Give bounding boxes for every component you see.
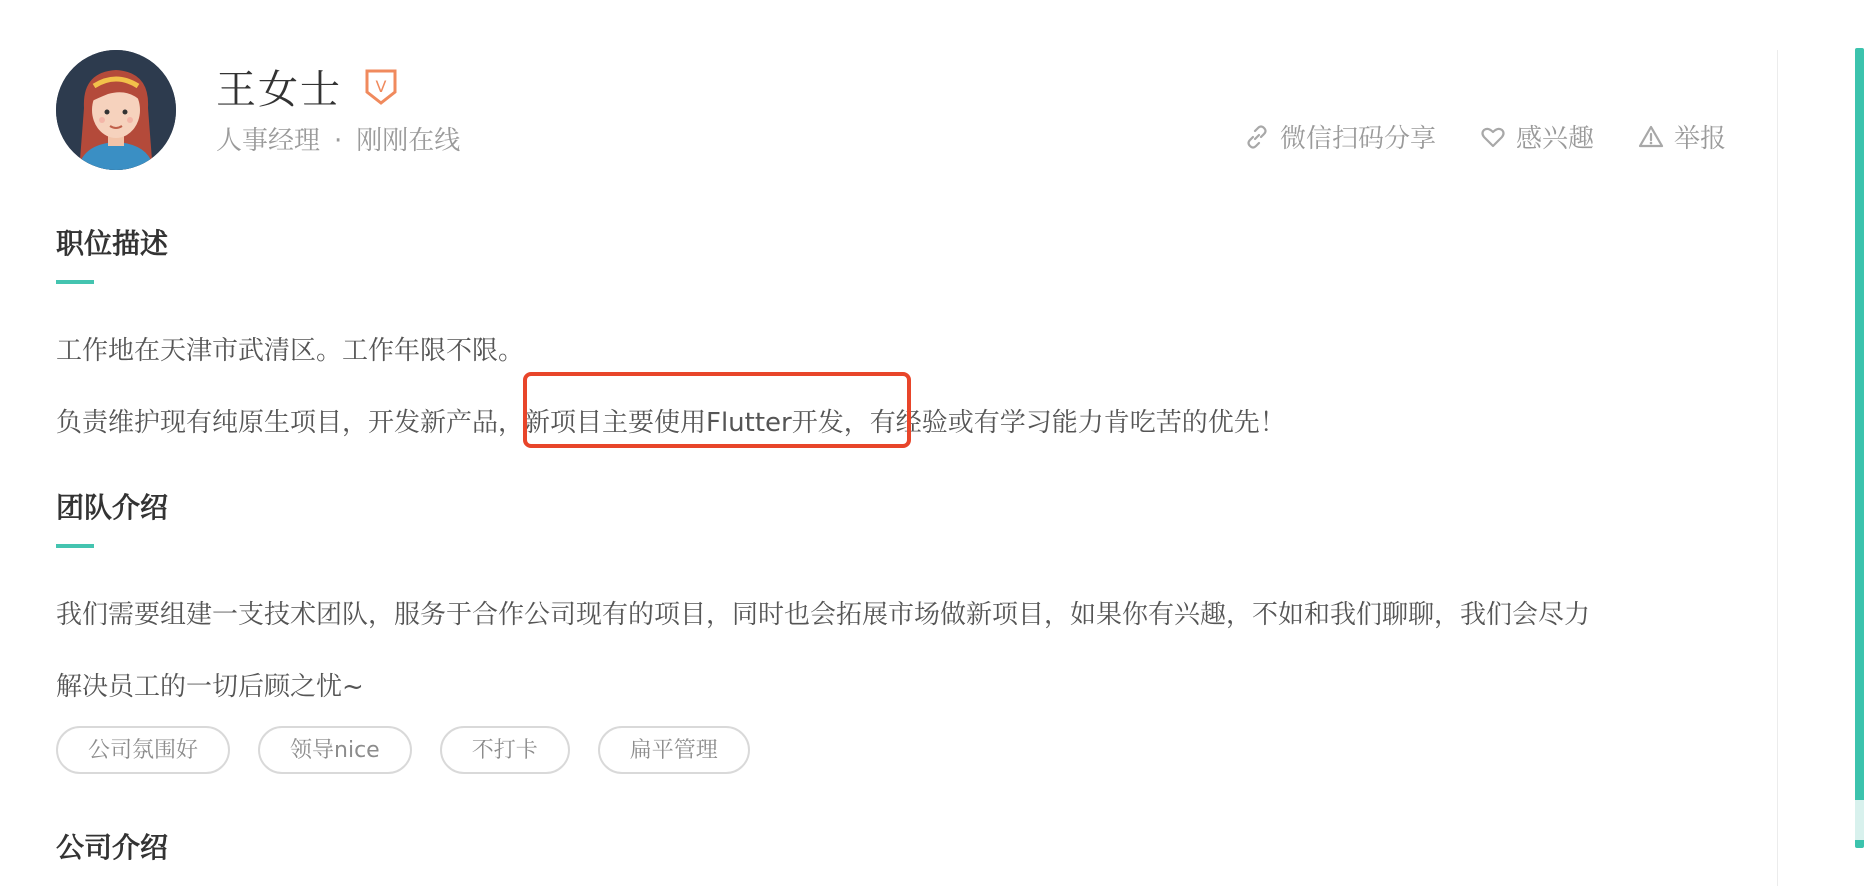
report-label: 举报 xyxy=(1673,124,1726,154)
right-edge-accent xyxy=(1855,48,1864,848)
tag: 公司氛围好 xyxy=(56,726,230,774)
share-wechat-label: 微信扫码分享 xyxy=(1279,124,1436,154)
verified-badge-icon xyxy=(364,68,398,106)
company-intro-title: 公司介绍 xyxy=(56,831,169,864)
team-intro-underline xyxy=(56,544,94,548)
column-divider xyxy=(1777,50,1778,886)
team-intro-title: 团队介绍 xyxy=(56,491,169,524)
job-description-title: 职位描述 xyxy=(56,227,169,260)
recruiter-role: 人事经理 xyxy=(216,126,321,156)
right-edge-accent-tail xyxy=(1855,800,1864,840)
verified-badge-text: V xyxy=(375,77,387,96)
share-wechat-button[interactable] xyxy=(1244,118,1436,155)
interested-button[interactable] xyxy=(1480,118,1594,155)
tag: 领导nice xyxy=(258,726,412,774)
team-tags xyxy=(56,726,778,774)
tag: 不打卡 xyxy=(440,726,570,774)
tag: 扁平管理 xyxy=(598,726,750,774)
action-bar xyxy=(1200,118,1726,155)
interested-label: 感兴趣 xyxy=(1515,124,1594,154)
online-status: 刚刚在线 xyxy=(356,126,461,156)
separator: · xyxy=(334,126,343,156)
report-button[interactable] xyxy=(1638,118,1726,155)
avatar[interactable] xyxy=(56,50,176,170)
recruiter-subline xyxy=(216,120,460,157)
link-icon xyxy=(1244,124,1270,150)
heart-icon xyxy=(1480,124,1506,150)
highlight-annotation-box xyxy=(523,372,911,448)
warning-icon xyxy=(1638,124,1664,150)
team-intro-line-1: 我们需要组建一支技术团队，服务于合作公司现有的项目，同时也会拓展市场做新项目，如果你有兴趣，不如和我们聊聊，我们会尽力 xyxy=(56,600,1591,630)
job-description-line-2: 负责维护现有纯原生项目，开发新产品，新项目主要使用Flutter开发，有经验或有学习能力肯吃苦的优先！ xyxy=(56,408,1286,438)
team-intro-line-2: 解决员工的一切后顾之忧~ xyxy=(56,672,364,702)
job-description-underline xyxy=(56,280,94,284)
recruiter-name: 王女士 xyxy=(216,67,342,113)
job-description-line-1: 工作地在天津市武清区。工作年限不限。 xyxy=(56,336,525,366)
avatar-illustration xyxy=(56,50,176,170)
